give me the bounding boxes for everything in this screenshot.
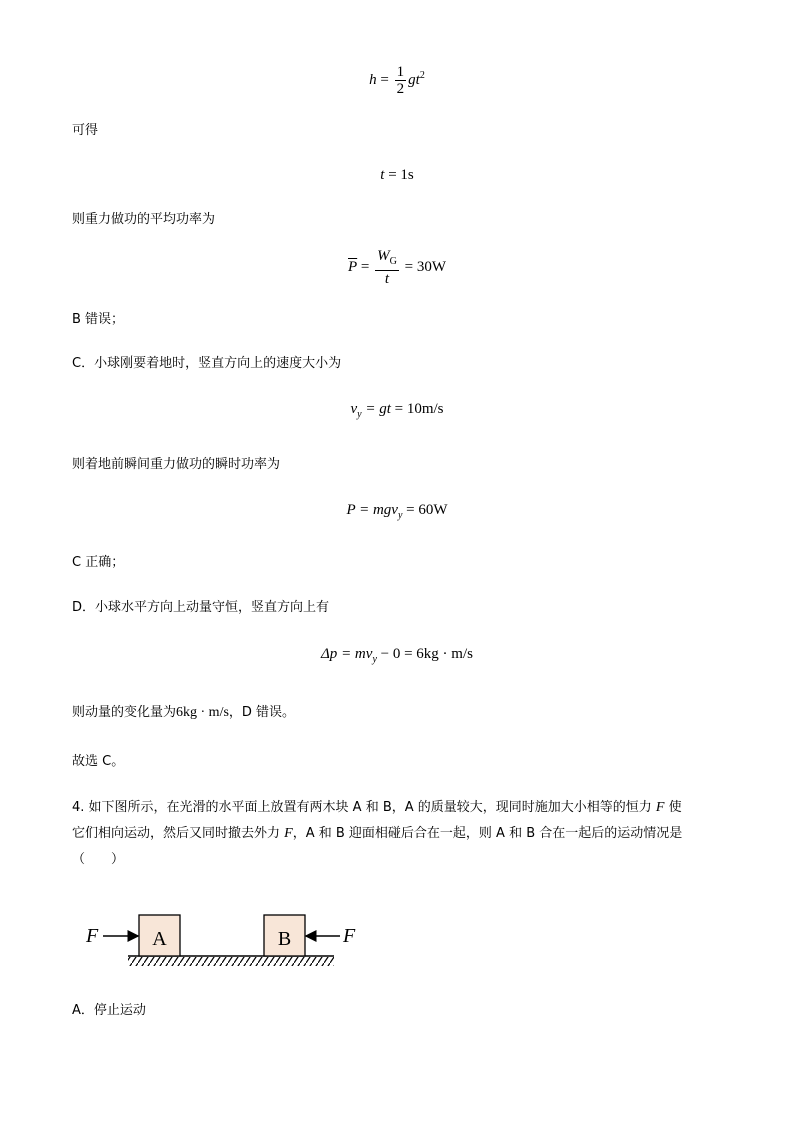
text-option-d: D．小球水平方向上动量守恒，竖直方向上有	[72, 600, 330, 615]
block-b-label: B	[277, 928, 292, 950]
option-a: A．停止运动	[72, 1003, 146, 1018]
equation-average-power: $\overline{P}$ = $\frac{W_G}{t}$ = 30W	[348, 248, 446, 287]
text-ke-de: 可得	[72, 123, 99, 138]
force-label-left: F	[86, 925, 99, 947]
force-label-right: F	[343, 925, 356, 947]
block-a-label: A	[152, 928, 167, 950]
equation-free-fall: h = $\frac{1}{2}$ $gt^2$	[369, 64, 425, 97]
equation-velocity: $v_y$ = gt = 10m/s	[350, 401, 444, 420]
text-b-wrong: B 错误；	[72, 312, 125, 327]
text-momentum-change: 则动量的变化量为6kg · m/s，D 错误。	[72, 705, 296, 720]
text-option-c: C．小球刚要着地时，竖直方向上的速度大小为	[72, 356, 342, 371]
equation-time: t = 1s	[380, 167, 414, 183]
equation-momentum: $\Delta p = mv_y - 0 = 6kg \cdot m/s$	[321, 646, 473, 665]
ground-hatch	[128, 957, 334, 966]
text-answer-c: 故选 C。	[72, 754, 125, 769]
text-average-power: 则重力做功的平均功率为	[72, 212, 216, 227]
question-4: 4. 如下图所示，在光滑的水平面上放置有两木块 A 和 B，A 的质量较大，现同时施加大小相等的恒力 F 使 它们相向运动，然后又同时撤去外力 F，A 和 B 迎面相碰后合在一起，则 A 和 B 合在一起后的运动情况是 （ ）	[72, 800, 683, 867]
blocks-figure	[0, 900, 794, 990]
text-c-correct: C 正确；	[72, 555, 125, 570]
text-instant-power: 则着地前瞬间重力做功的瞬时功率为	[72, 457, 281, 472]
equation-instant-power: P = mgv$_y$ = 60W	[346, 502, 448, 521]
